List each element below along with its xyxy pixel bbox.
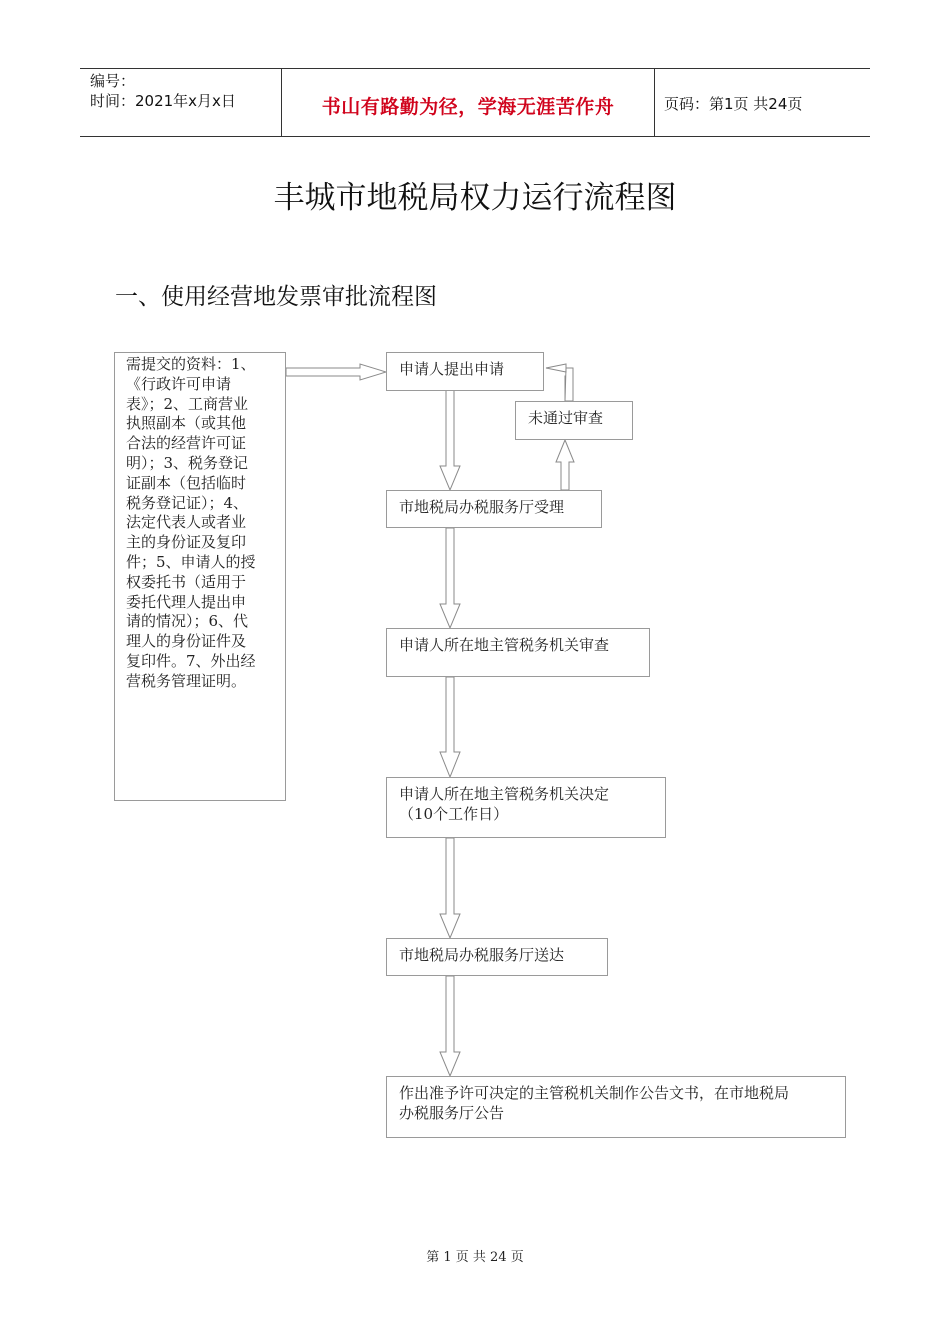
arrow-apply-to-accept (440, 390, 460, 490)
flow-step-decision (386, 777, 666, 838)
docs-line: 理人的身份证件及 (126, 632, 247, 651)
arrow-deliver-to-announce (440, 976, 460, 1076)
page-footer: 第 1 页 共 24 页 (426, 1250, 524, 1265)
docs-line: 需提交的资料：1、 (126, 355, 256, 373)
arrow-rejected-to-apply (546, 364, 573, 401)
docs-line: 营税务管理证明。 (126, 671, 247, 690)
arrow-decision-to-deliver (440, 838, 460, 938)
document-title: 丰城市地税局权力运行流程图 (273, 180, 677, 216)
docs-line: 法定代表人或者业 (126, 513, 247, 532)
flow-step-accept: 市地税局办税服务厅受理 (386, 490, 602, 528)
flow-step-review: 申请人所在地主管税务机关审查 (386, 628, 650, 677)
docs-line: 合法的经营许可证 (126, 434, 247, 453)
arrow-accept-to-rejected (556, 440, 574, 490)
docs-line: 复印件。7、外出经 (126, 651, 256, 670)
docs-line: 证副本（包括临时 (126, 473, 247, 492)
header-motto: 书山有路勤为径，学海无涯苦作舟 (321, 96, 615, 118)
docs-line: 权委托书（适用于 (126, 572, 247, 591)
arrow-docs-to-apply (286, 364, 386, 380)
flow-step-decision-line2: （10个工作日） (399, 805, 509, 823)
docs-line: 表》；2、工商营业 (126, 394, 249, 413)
flow-step-deliver: 市地税局办税服务厅送达 (386, 938, 608, 976)
flow-step-rejected: 未通过审查 (515, 401, 633, 440)
docs-line: 税务登记证）；4、 (126, 493, 249, 512)
header-page-label: 页码：第1页 共24页 (664, 95, 803, 113)
docs-line: 委托代理人提出申 (126, 592, 247, 611)
flow-step-announce (386, 1076, 846, 1138)
flow-step-announce-line2: 办税服务厅公告 (399, 1104, 505, 1122)
docs-line: 主的身份证及复印 (126, 533, 247, 552)
flow-step-announce-line1: 作出准予许可决定的主管税机关制作公告文书，在市地税局 (399, 1084, 790, 1102)
header-time-label: 时间：2021年x月x日 (90, 92, 236, 110)
docs-line: 《行政许可申请 (126, 374, 232, 393)
section-title: 一、使用经营地发票审批流程图 (115, 284, 437, 310)
docs-line: 件；5、申请人的授 (126, 552, 256, 571)
required-documents-box (114, 352, 286, 801)
header-number-label: 编号： (90, 72, 136, 90)
arrow-review-to-decision (440, 677, 460, 777)
flow-step-apply: 申请人提出申请 (386, 352, 544, 391)
flow-step-decision-line1: 申请人所在地主管税务机关决定 (399, 785, 610, 803)
docs-line: 明）；3、税务登记 (126, 453, 249, 472)
docs-line: 请的情况）；6、代 (126, 612, 249, 631)
arrow-accept-to-review (440, 528, 460, 628)
docs-line: 执照副本（或其他 (126, 414, 247, 433)
